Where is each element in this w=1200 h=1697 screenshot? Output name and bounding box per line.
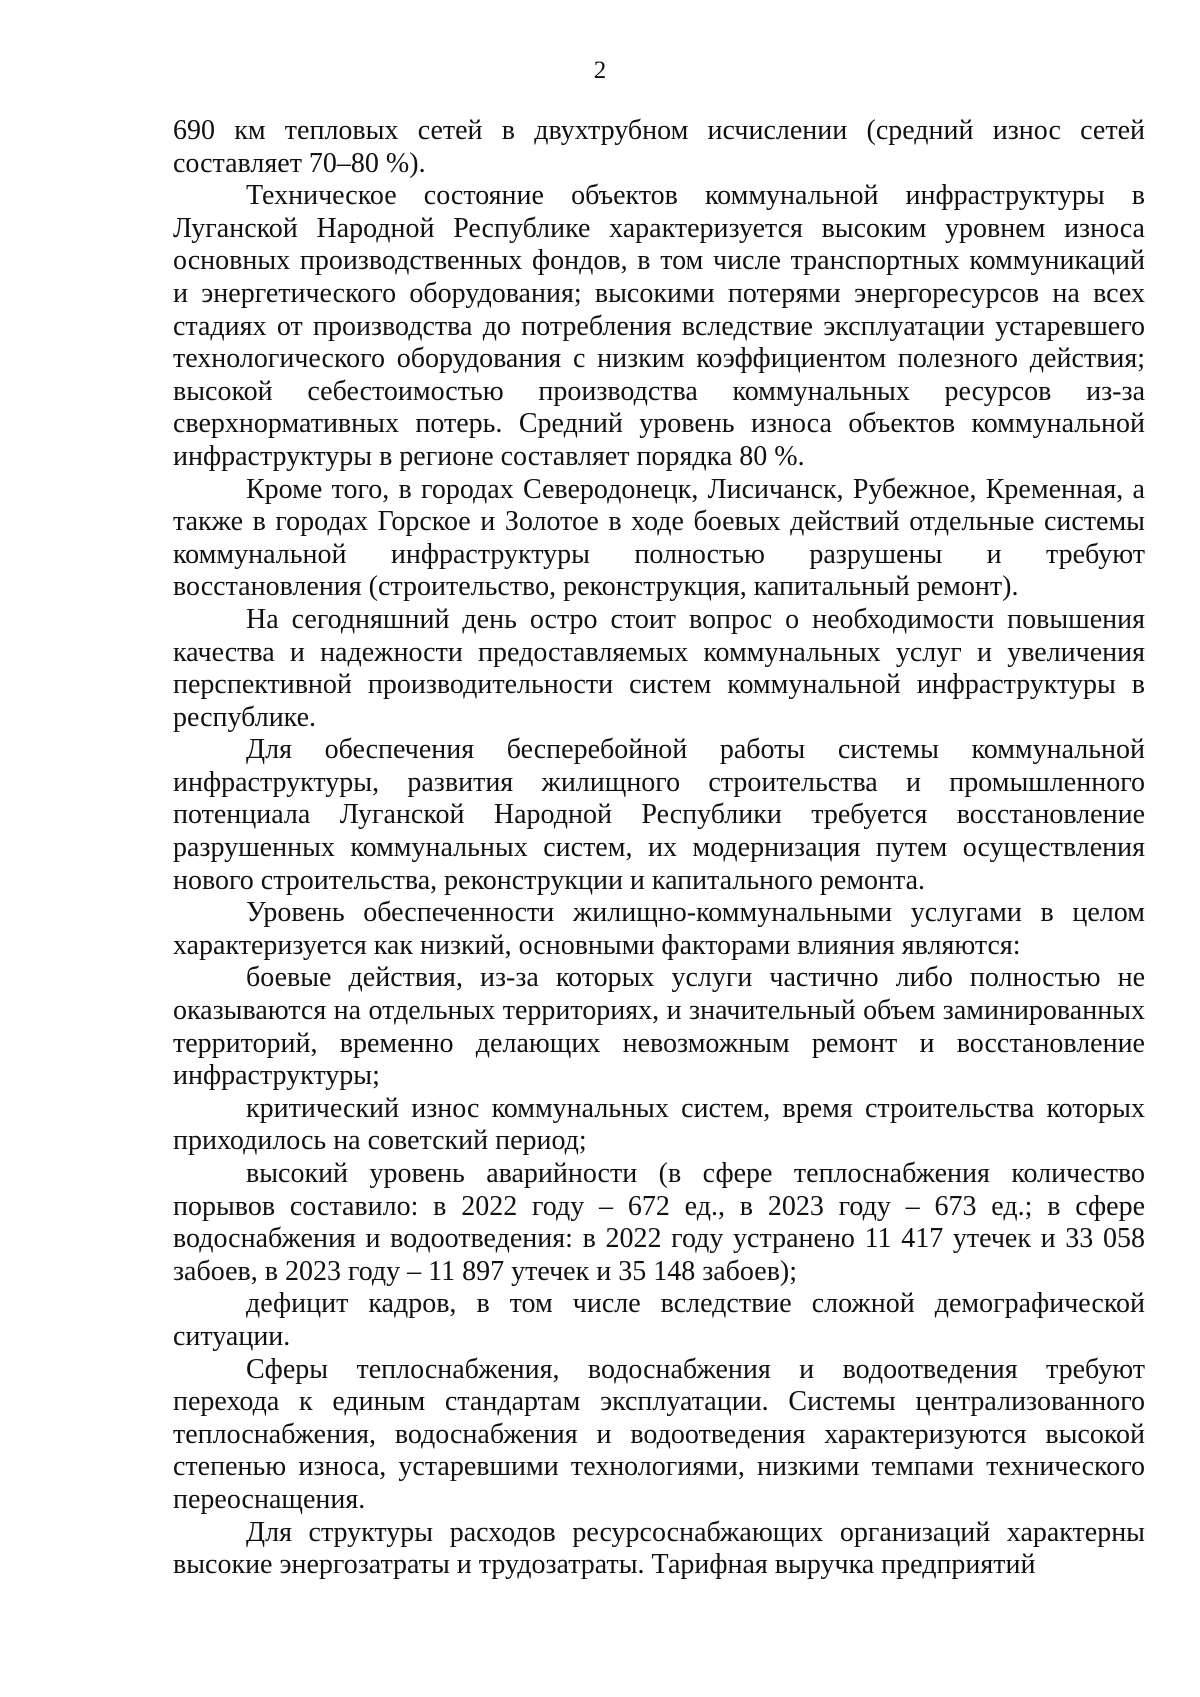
- paragraph-hostilities: боевые действия, из-за которых услуги частично либо полностью не оказываются на отдельных территориях, и значительный объем заминированных территорий, временно делающих невозможным ремонт и восстановление инфраструктуры;: [173, 962, 1145, 1092]
- paragraph-restoration-need: Для обеспечения бесперебойной работы системы коммунальной инфраструктуры, развития жилищного строительства и промышленного потенциала Луганской Народной Республики требуется восстановление разрушенных коммунальных систем, их модернизация путем осуществления нового строительства, реконструкции и капитального ремонта.: [173, 734, 1145, 896]
- paragraph-technical-condition: Техническое состояние объектов коммунальной инфраструктуры в Луганской Народной Республике характеризуется высоким уровнем износа основных производственных фондов, в том числе транспортных коммуникаций и энергетического оборудования; высокими потерями энергоресурсов на всех стадиях от производства до потребления вследствие эксплуатации устаревшего технологического оборудования с низким коэффициентом полезного действия; высокой себестоимостью производства коммунальных ресурсов из-за сверхнормативных потерь. Средний уровень износа объектов коммунальной инфраструктуры в регионе составляет порядка 80 %.: [173, 180, 1145, 472]
- document-body: [173, 115, 1145, 1582]
- paragraph-staff-shortage: дефицит кадров, в том числе вследствие сложной демографической ситуации.: [173, 1288, 1145, 1352]
- paragraph-critical-wear: критический износ коммунальных систем, время строительства которых приходилось на советский период;: [173, 1092, 1145, 1157]
- paragraph-heat-networks: 690 км тепловых сетей в двухтрубном исчислении (средний износ сетей составляет 70–80 %).: [173, 115, 1145, 179]
- paragraph-service-quality: На сегодняшний день остро стоит вопрос о необходимости повышения качества и надежности предоставляемых коммунальных услуг и увеличения перспективной производительности систем коммунальной инфраструктуры в республике.: [173, 603, 1145, 733]
- paragraph-provision-level: Уровень обеспеченности жилищно-коммунальными услугами в целом характеризуется как низкий, основными факторами влияния являются:: [173, 897, 1145, 961]
- paragraph-cost-structure: Для структуры расходов ресурсоснабжающих организаций характерны высокие энергозатраты и трудозатраты. Тарифная выручка предприятий: [173, 1516, 1145, 1581]
- paragraph-destroyed-systems: Кроме того, в городах Северодонецк, Лисичанск, Рубежное, Кременная, а также в городах Горское и Золотое в ходе боевых действий отдельные системы коммунальной инфраструктуры полностью разрушены и требуют восстановления (строительство, реконструкция, капитальный ремонт).: [173, 473, 1145, 603]
- page-number: 2: [593, 57, 607, 84]
- paragraph-accident-rate: высокий уровень аварийности (в сфере теплоснабжения количество порывов составило: в 2022 году – 672 ед., в 2023 году – 673 ед.; в сфере водоснабжения и водоотведения: в 2022 году устранено 11 417 утечек и 33 058 забоев, в 2023 году – 11 897 утечек и 35 148 забоев);: [173, 1158, 1145, 1287]
- paragraph-unified-standards: Сферы теплоснабжения, водоснабжения и водоотведения требуют перехода к единым стандартам эксплуатации. Системы централизованного теплоснабжения, водоснабжения и водоотведения характеризуются высокой степенью износа, устаревшими технологиями, низкими темпами технического переоснащения.: [173, 1353, 1145, 1515]
